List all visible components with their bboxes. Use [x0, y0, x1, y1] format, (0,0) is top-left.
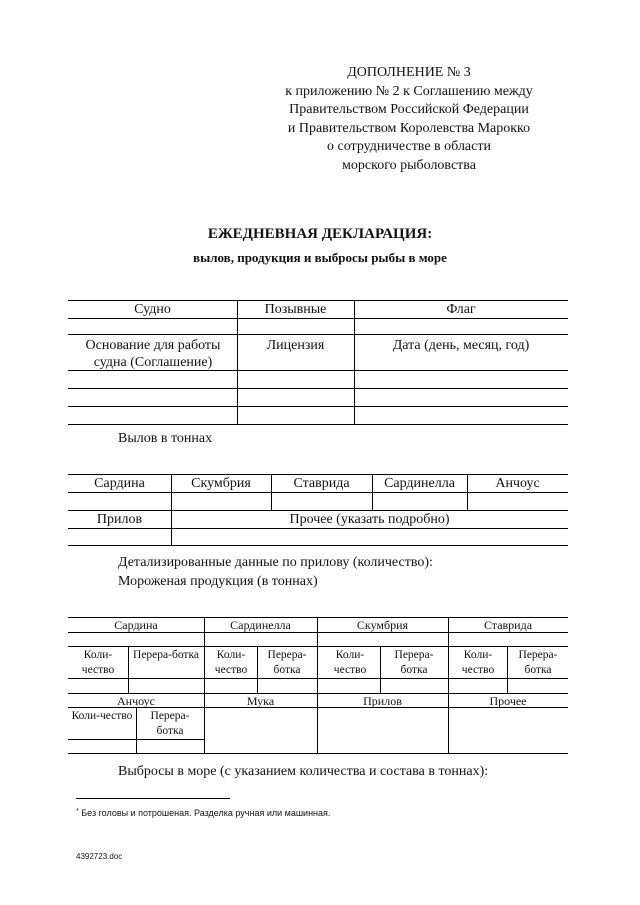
frozen-fishmeal: Мука [246, 694, 275, 708]
footnote [76, 808, 330, 818]
frozen-bycatch: Прилов [363, 694, 402, 708]
header-line: морского рыболовства [342, 157, 476, 173]
table-rule [68, 492, 568, 493]
table-rule [68, 334, 568, 335]
table-rule [68, 318, 568, 319]
table-rule [380, 646, 381, 693]
appendix-header [262, 64, 556, 175]
table-rule [507, 646, 508, 693]
table-rule [128, 646, 129, 693]
discards-label: Выбросы в море (с указанием количества и состава в тоннах): [118, 764, 489, 779]
table-rule [68, 646, 568, 647]
table-rule [68, 753, 568, 754]
catch-anchovy: Анчоус [495, 476, 540, 491]
bycatch-detail-label: Детализированные данные по прилову (количество): [118, 555, 433, 570]
declaration-subtitle: вылов, продукция и выбросы рыбы в море [193, 250, 447, 265]
column-header-callsign: Позывные [264, 302, 327, 317]
processing-header: Перера-ботка [133, 649, 199, 661]
catch-horse-mackerel: Ставрида [293, 476, 350, 491]
catch-sardinella: Сардинелла [384, 476, 455, 491]
header-line: к приложению № 2 к Соглашению между [285, 83, 533, 99]
processing-header: Перера-ботка [150, 710, 190, 737]
table-rule [204, 617, 205, 753]
frozen-label: Мороженая продукция (в тоннах) [118, 574, 318, 589]
quantity-header: Коли-чество [333, 649, 367, 676]
table-rule [68, 406, 568, 407]
frozen-other: Прочее [489, 694, 527, 708]
column-header-basis: Основание для работы судна (Соглашение) [85, 338, 221, 370]
column-header-flag: Флаг [446, 302, 476, 317]
catch-mackerel: Скумбрия [191, 476, 251, 491]
catch-bycatch: Прилов [96, 512, 143, 527]
table-rule [448, 617, 449, 753]
catch-label: Вылов в тоннах [118, 431, 213, 446]
table-rule [136, 707, 137, 753]
table-rule [68, 545, 568, 546]
table-rule [68, 528, 568, 529]
header-line: Правительством Российской Федерации [289, 102, 529, 117]
table-rule [68, 388, 568, 389]
processing-header: Перера-ботка [518, 649, 558, 676]
quantity-header: Коли-чество [461, 649, 495, 676]
catch-sardine: Сардина [94, 476, 145, 491]
table-rule [68, 424, 568, 425]
table-rule [237, 300, 238, 424]
header-line: о сотрудничестве в области [327, 139, 491, 154]
table-rule [257, 646, 258, 693]
header-line: и Правительством Королевства Марокко [287, 120, 531, 136]
table-rule [68, 678, 568, 679]
column-header-date: Дата (день, месяц, год) [392, 338, 530, 353]
header-line: ДОПОЛНЕНИЕ № 3 [347, 65, 471, 80]
frozen-horse-mackerel: Ставрида [483, 618, 533, 632]
frozen-sardinella: Сардинелла [230, 618, 291, 632]
frozen-anchovy: Анчоус [117, 694, 155, 708]
table-rule [68, 632, 568, 633]
footnote-text: Без головы и потрошеная. Разделка ручная или машинная. [81, 808, 331, 818]
processing-header: Перера-ботка [394, 649, 434, 676]
frozen-mackerel: Скумбрия [356, 618, 409, 632]
footnote-mark: * [76, 808, 79, 815]
document-reference: 4392723.doc [76, 852, 123, 861]
table-rule [317, 617, 318, 753]
table-rule [354, 300, 355, 424]
processing-header: Перера-ботка [267, 649, 307, 676]
quantity-header: Коли-чество [71, 710, 133, 722]
column-header-license: Лицензия [266, 338, 325, 353]
footnote-rule [76, 798, 230, 799]
column-header-vessel: Судно [134, 302, 171, 317]
declaration-title: ЕЖЕДНЕВНАЯ ДЕКЛАРАЦИЯ: [207, 226, 433, 242]
catch-other: Прочее (указать подробно) [289, 512, 450, 527]
quantity-header: Коли-чество [81, 649, 115, 676]
frozen-sardine: Сардина [114, 618, 158, 632]
quantity-header: Коли-чество [214, 649, 248, 676]
